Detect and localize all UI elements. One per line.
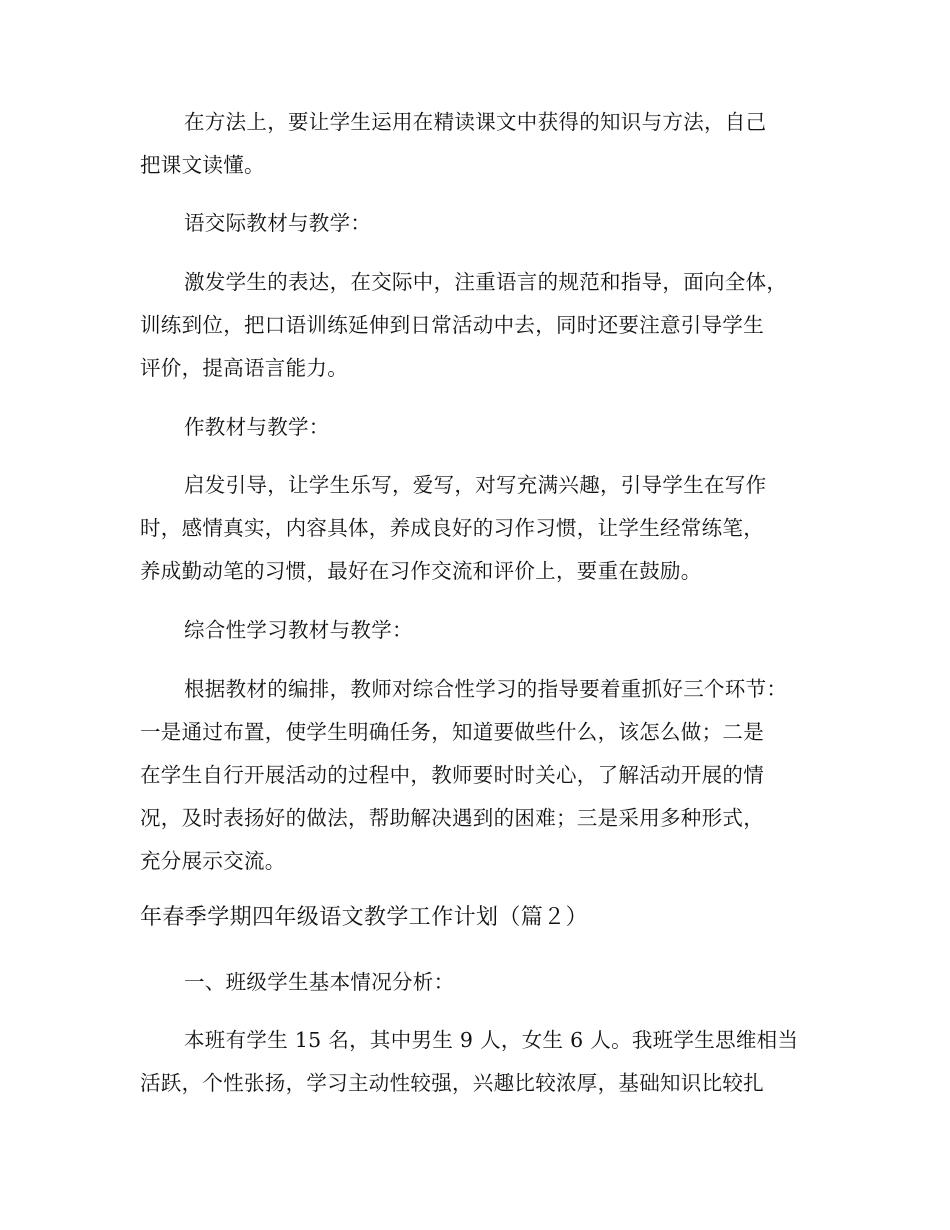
writing-heading: 作教材与教学： (184, 415, 330, 439)
oral-heading: 语交际教材与教学： (184, 211, 372, 235)
class-paragraph-line-2: 活跃，个性张扬，学习主动性较强，兴趣比较浓厚，基础知识比较扎 (140, 1071, 764, 1095)
comprehensive-paragraph-line-3: 在学生自行开展活动的过程中，教师要时时关心，了解活动开展的情 (140, 763, 764, 787)
subsection-heading: 一、班级学生基本情况分析： (184, 970, 455, 994)
writing-paragraph-line-2: 时，感情真实，内容具体，养成良好的习作习惯，让学生经常练笔， (140, 516, 764, 540)
comprehensive-paragraph-line-4: 况，及时表扬好的做法，帮助解决遇到的困难；三是采用多种形式， (140, 806, 764, 830)
method-paragraph-line-2: 把课文读懂。 (140, 153, 265, 177)
oral-paragraph-line-1: 激发学生的表达，在交际中，注重语言的规范和指导，面向全体， (184, 270, 788, 294)
comprehensive-paragraph-line-1: 根据教材的编排，教师对综合性学习的指导要着重抓好三个环节： (184, 677, 788, 701)
method-paragraph-line-1: 在方法上，要让学生运用在精读课文中获得的知识与方法，自己 (184, 110, 767, 134)
comprehensive-paragraph-line-2: 一是通过布置，使学生明确任务，知道要做些什么，该怎么做；二是 (140, 720, 764, 744)
writing-paragraph-line-3: 养成勤动笔的习惯，最好在习作交流和评价上，要重在鼓励。 (140, 559, 702, 583)
oral-paragraph-line-2: 训练到位，把口语训练延伸到日常活动中去，同时还要注意引导学生 (140, 313, 764, 337)
class-paragraph-line-1: 本班有学生 15 名，其中男生 9 人，女生 6 人。我班学生思维相当 (184, 1028, 799, 1052)
comprehensive-heading: 综合性学习教材与教学： (184, 618, 413, 642)
section-title: 年春季学期四年级语文教学工作计划（篇２） (140, 905, 589, 930)
comprehensive-paragraph-line-5: 充分展示交流。 (140, 849, 286, 873)
writing-paragraph-line-1: 启发引导，让学生乐写，爱写，对写充满兴趣，引导学生在写作 (184, 473, 767, 497)
oral-paragraph-line-3: 评价，提高语言能力。 (140, 356, 348, 380)
